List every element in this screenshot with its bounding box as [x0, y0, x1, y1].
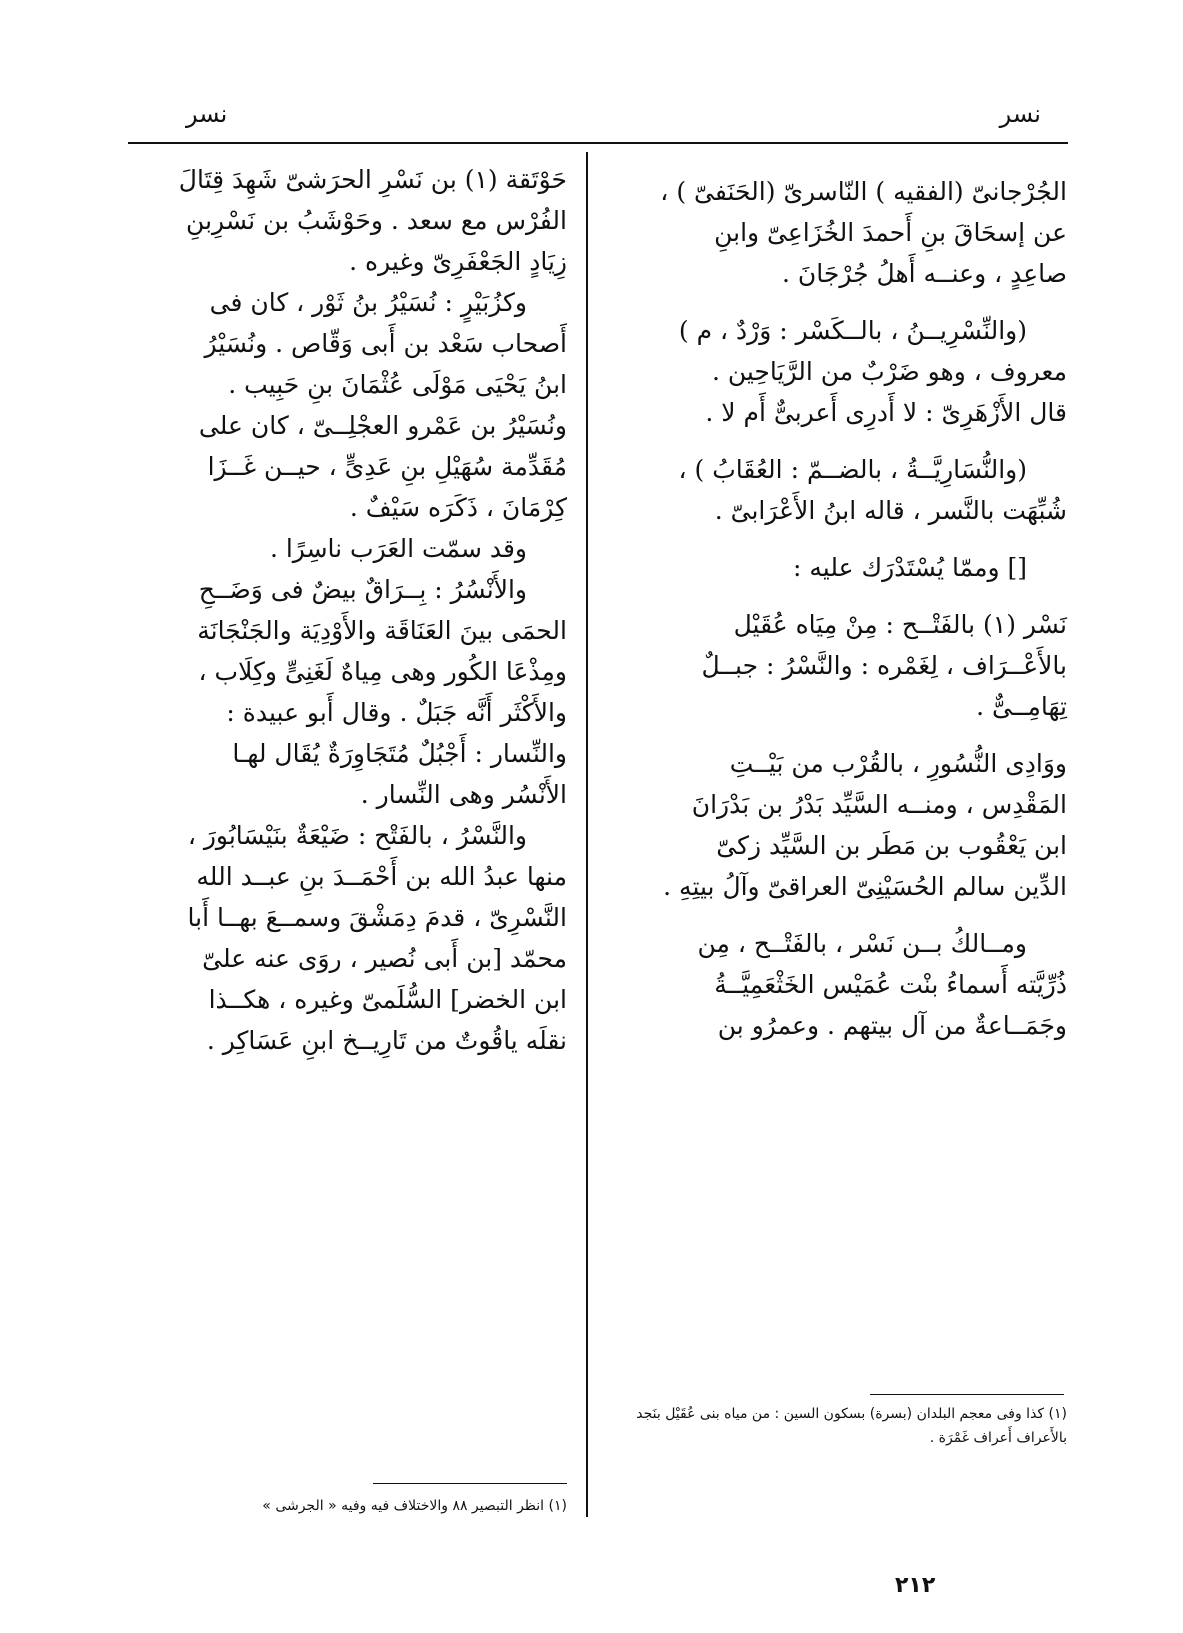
text-line: تِهَامِــىٌّ . — [976, 692, 1067, 721]
text-line: المَقْدِس ، ومنــه السَّيِّد بَدْرُ بن بَدْرَانَ — [691, 790, 1067, 819]
text-line: والأَكْثَر أَنَّه جَبَلٌ . وقال أَبو عبيدة : — [226, 698, 567, 727]
footnote-rule-right — [870, 1394, 1064, 1395]
text-line: زِيَادٍ الجَعْفَرِىّ وغيره . — [349, 247, 567, 276]
left-column — [120, 159, 567, 1061]
text-line: بالأَعْــرَاف ، لِغَمْره : والنَّسْرُ : جبــلٌ — [701, 651, 1067, 680]
text-line: شُبِّهَت بالنَّسر ، قاله ابنُ الأَعْرَابىّ . — [714, 496, 1067, 525]
entry-nisrin: (والنِّسْرِيــنُ ، بالــكَسْر : وَرْدٌ ، م ) — [678, 316, 1027, 345]
text-line: والنِّسار : أَجْبُلٌ مُتَجَاوِرَةٌ يُقَال لهـا — [232, 739, 567, 768]
footnote-rule-left — [373, 1483, 567, 1484]
running-head-right: نسر — [999, 100, 1041, 128]
running-head-left: نسر — [186, 100, 228, 128]
entry-nusariyya: (والنُّسَارِيَّــةُ ، بالضــمّ : العُقَابُ ) ، — [678, 455, 1027, 484]
text-line: ابنُ يَحْيَى مَوْلَى عُثْمَانَ بنِ حَبِيب . — [228, 370, 567, 399]
header-rule — [128, 142, 1068, 144]
footnote-left: (١) انظر التبصير ٨٨ والاختلاف فيه وفيه « الجرشى » — [262, 1498, 567, 1514]
text-line: عن إسحَاقَ بنِ أَحمدَ الخُزَاعِىّ وابنِ — [714, 218, 1067, 247]
column-divider — [586, 152, 588, 1517]
text-line: ابن الخضر] السُّلَمىّ وغيره ، هكــذا — [208, 985, 567, 1014]
entry-nasiran: وقد سمّت العَرَب ناسِرًا . — [269, 534, 527, 563]
text-line: صاعِدٍ ، وعنــه أَهلُ جُرْجَانَ . — [782, 259, 1067, 288]
text-line: حَوْتَقة (١) بن نَسْرِ الحرَشىّ شَهِدَ قِتَالَ — [178, 165, 567, 194]
page-number: ٢١٢ — [895, 1573, 936, 1598]
text-line: أَصحاب سَعْد بن أَبى وَقّاص . ونُسَيْرُ — [204, 329, 567, 358]
text-line: وجَمَــاعةٌ من آل بيتهم . وعمرُو بن — [717, 1011, 1067, 1040]
text-line: الفُرْس مع سعد . وحَوْشَبُ بن نَسْرِبنِ — [186, 206, 567, 235]
entry-nasr-nishapur: والنَّسْرُ ، بالفَتْح : ضَيْعَةٌ بنَيْسَابُورَ ، — [187, 821, 527, 850]
right-column — [612, 171, 1067, 1046]
text-line: نقلَه ياقُوتٌ من تَارِيــخ ابنِ عَسَاكِر . — [206, 1026, 567, 1055]
entry-nasr: نَسْر (١) بالفَتْــح : مِنْ مِيَاه عُقَيْل — [733, 610, 1067, 639]
text-line: مُقَدِّمة سُهَيْلِ بنِ عَدِىٍّ ، حيــن غَــزَا — [207, 452, 567, 481]
entry-malik: ومــالكُ بــن نَسْر ، بالفَتْــح ، مِن — [697, 929, 1027, 958]
text-line: منها عبدُ الله بن أَحْمَــدَ بنِ عبــد الله — [196, 862, 567, 891]
entry-ansur: والأَنْسُرُ : بِــرَاقٌ بيضٌ فى وَضَــحِ — [198, 575, 527, 604]
text-line: قال الأَزْهَرِىّ : لا أَدرِى أَعربىٌّ أَم لا . — [705, 398, 1067, 427]
footnote-right: (١) كذا وفى معجم البلدان (بسرة) بسكون السين : من مياه بنى عُقَيْل بنَجد بالأَعراف أَعراف غَمْرَة . — [636, 1406, 1067, 1446]
text-line: معروف ، وهو ضَرْبٌ من الرَّيَاحِين . — [711, 357, 1067, 386]
text-line: كِرْمَانَ ، ذَكَرَه سَيْفٌ . — [349, 493, 567, 522]
text-line: ذُرِّيَّته أَسماءُ بنْت عُمَيْس الخَثْعَمِيَّــةُ — [714, 970, 1067, 999]
text-line: ومِذْعَا الكُور وهى مِياهٌ لَغَنِىٍّ وكِلَاب ، — [198, 657, 567, 686]
text-line: الجُرْجانىّ (الفقيه ) النّاسرىّ (الحَنَفىّ ) ، — [660, 177, 1067, 206]
text-line: الحمَى بينَ العَنَاقَة والأَوْدِيَة والجَنْجَانَة — [197, 616, 567, 645]
text-line: ونُسَيْرُ بن عَمْرو العجْلِــىّ ، كان على — [198, 411, 567, 440]
mustadrak-heading: [] وممّا يُسْتَدْرَك عليه : — [793, 553, 1027, 582]
text-line: الأَنْسُر وهى النِّسار . — [360, 780, 567, 809]
text-line: ابن يَعْقُوب بن مَطَر بن السَّيِّد زكىّ — [716, 831, 1067, 860]
text-line: محمّد [بن أَبى نُصير ، روَى عنه علىّ — [202, 944, 567, 973]
text-line: الدِّين سالم الحُسَيْنِىّ العراقىّ وآلُ بيتِهِ . — [663, 872, 1067, 901]
text-line: النَّسْرِىّ ، قدمَ دِمَشْقَ وسمــعَ بهــا أَبا — [187, 903, 567, 932]
entry-wadi-nusur: ووَادِى النُّسُورِ ، بالقُرْب من بَيْــتِ — [729, 749, 1067, 778]
entry-nusayr: وكزُبَيْرٍ : نُسَيْرُ بنُ ثَوْر ، كان فى — [209, 288, 527, 317]
